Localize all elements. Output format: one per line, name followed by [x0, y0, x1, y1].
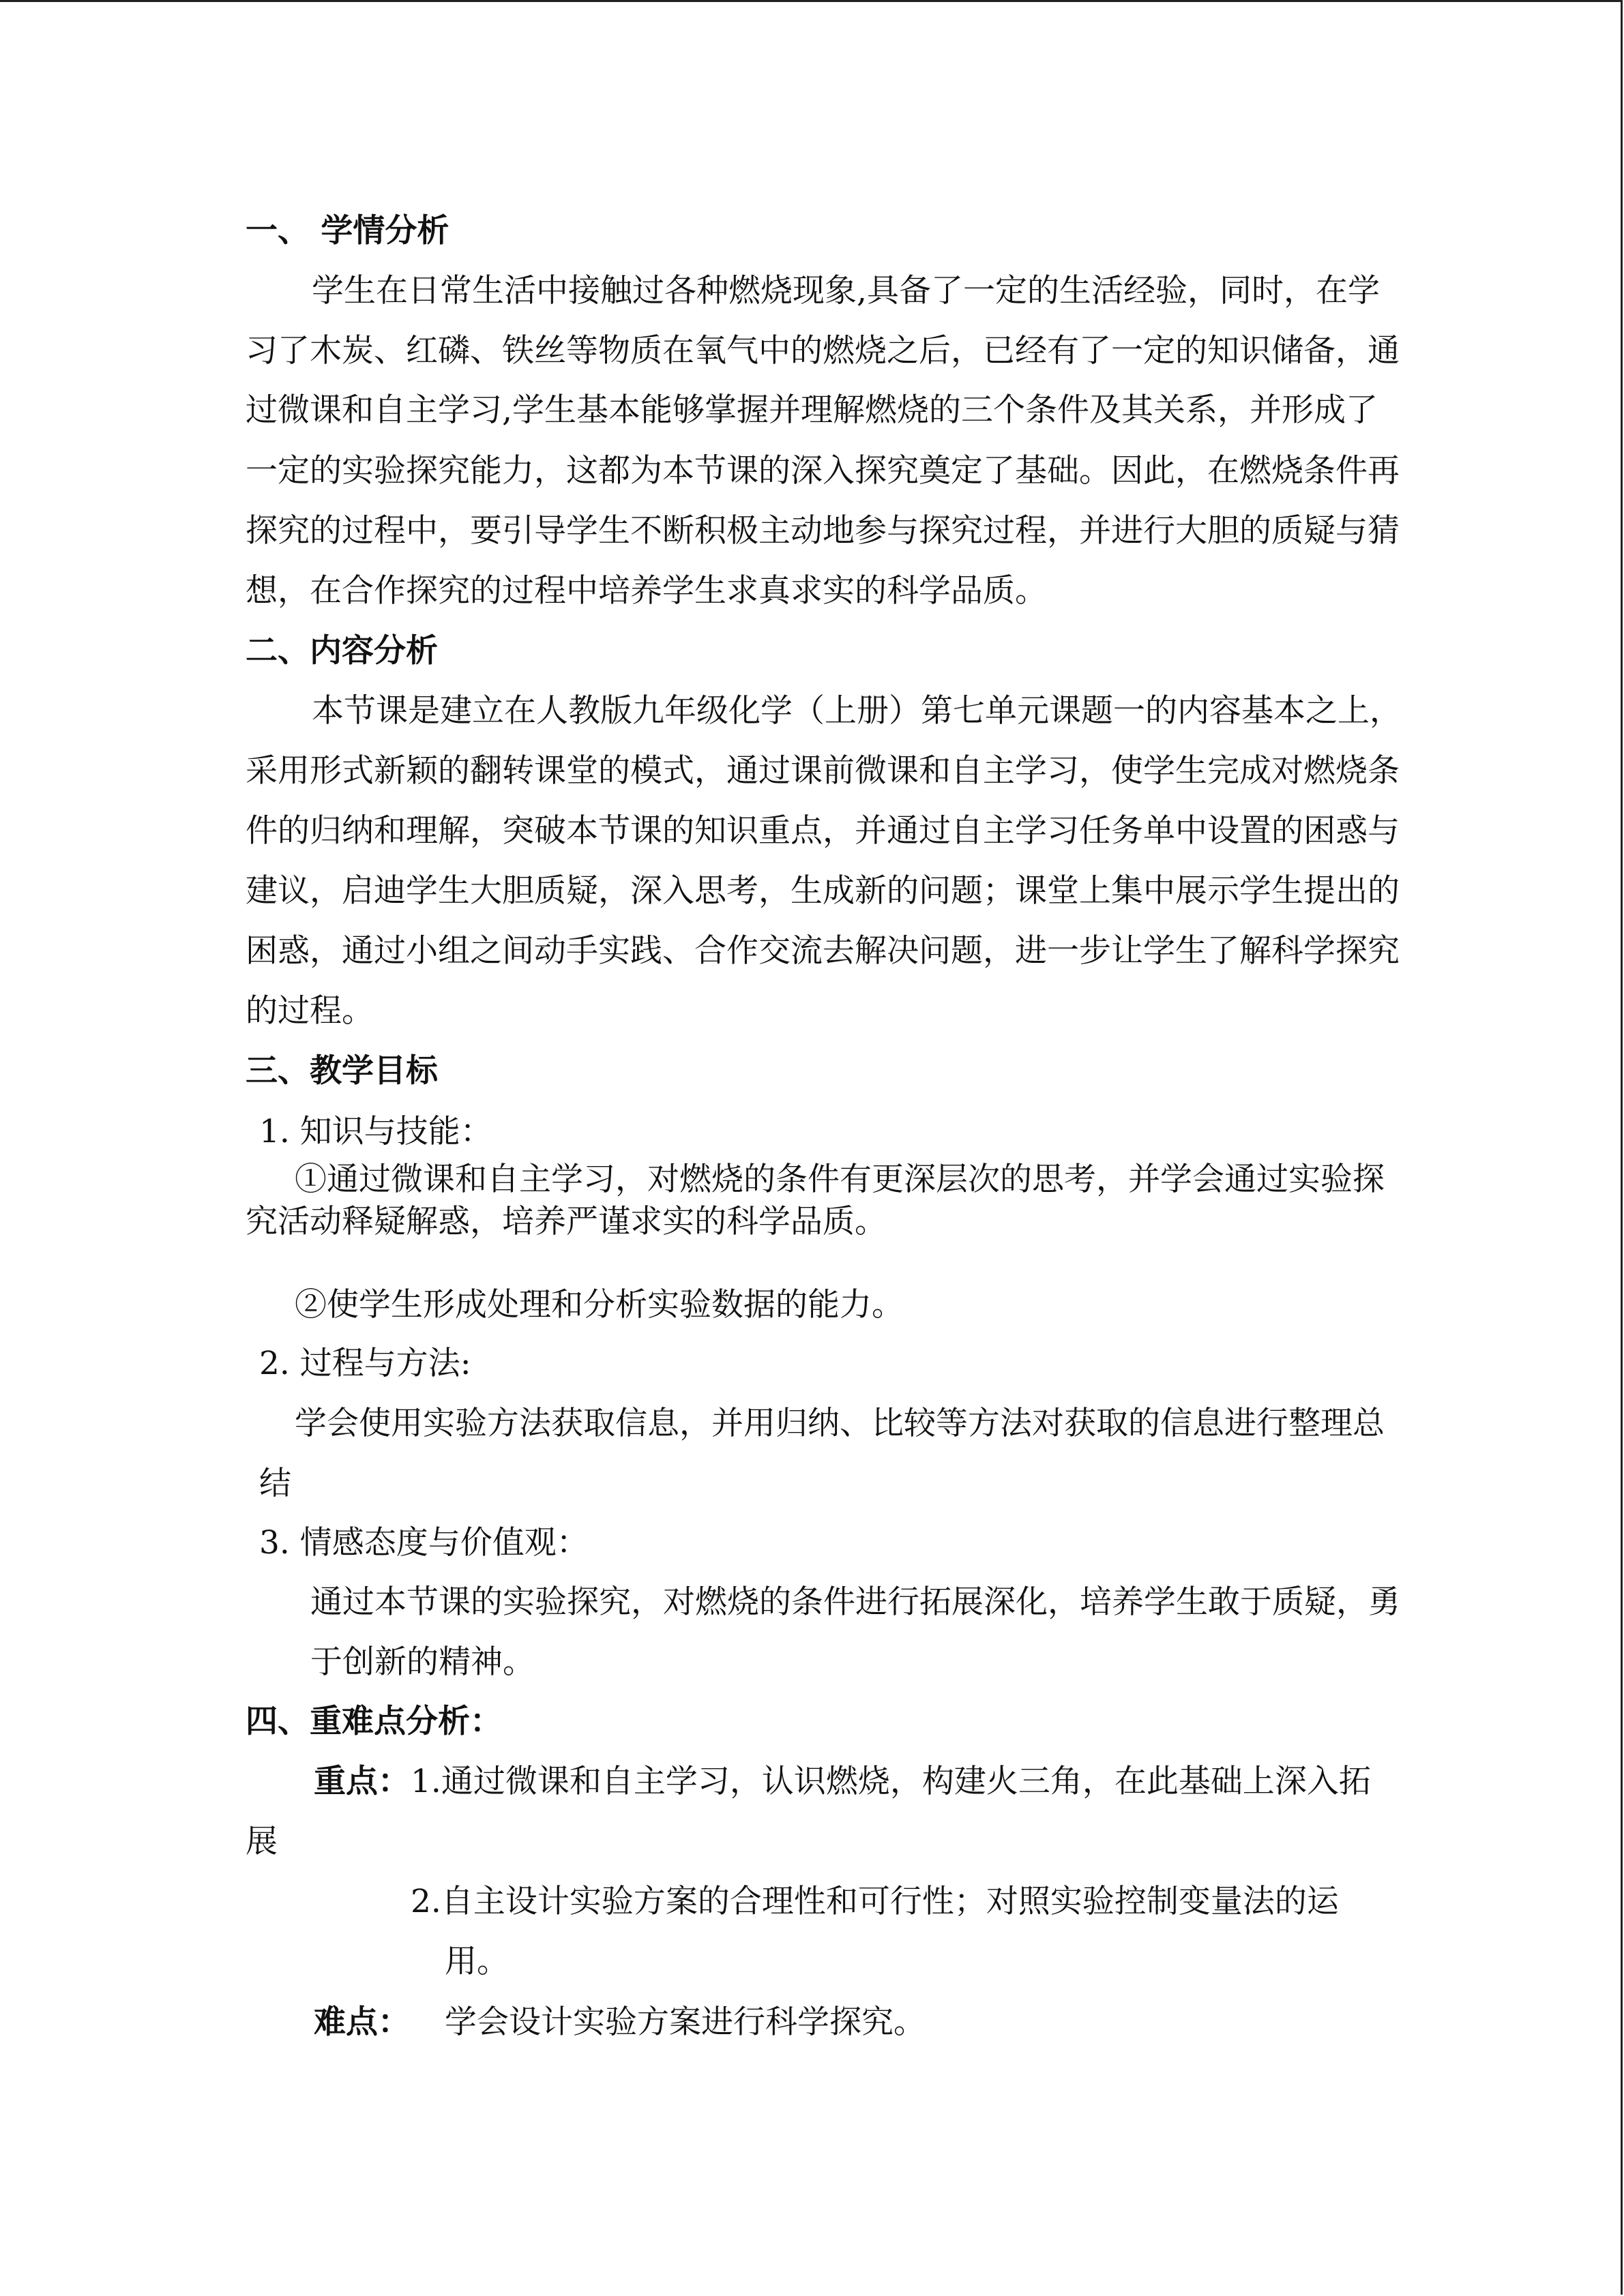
section-1-line-3: 过微课和自主学习,学生基本能够掌握并理解燃烧的三个条件及其关系，并形成了	[246, 391, 1378, 429]
difficulty-label: 难点：	[314, 2003, 410, 2041]
objective-2-line-1: 学会使用实验方法获取信息，并用归纳、比较等方法对获取的信息进行整理总	[295, 1405, 1385, 1442]
section-2-line-1: 本节课是建立在人教版九年级化学（上册）第七单元课题一的内容基本之上，	[312, 692, 1402, 730]
section-heading-3: 三、教学目标	[246, 1052, 438, 1090]
objective-2-line-2: 结	[259, 1465, 291, 1502]
key-point-line-2: 展	[246, 1823, 278, 1860]
section-2-line-6: 的过程。	[246, 992, 374, 1030]
objective-1-line-1: ①通过微课和自主学习，对燃烧的条件有更深层次的思考，并学会通过实验探	[295, 1161, 1385, 1198]
section-heading-1: 一、 学情分析	[246, 212, 449, 250]
section-1-line-5: 探究的过程中，要引导学生不断积极主动地参与探究过程，并进行大胆的质疑与猜	[246, 512, 1400, 550]
key-point-line-4: 用。	[445, 1943, 509, 1980]
key-point-label: 重点：	[314, 1763, 410, 1800]
section-1-line-6: 想，在合作探究的过程中培养学生求真求实的科学品质。	[246, 572, 1047, 610]
section-heading-4: 四、重难点分析：	[246, 1703, 502, 1740]
section-2-line-3: 件的归纳和理解，突破本节课的知识重点，并通过自主学习任务单中设置的困惑与	[246, 812, 1400, 850]
objective-3-line-1: 通过本节课的实验探究，对燃烧的条件进行拓展深化，培养学生敢于质疑，勇	[310, 1583, 1400, 1621]
difficulty-text: 学会设计实验方案进行科学探究。	[445, 2003, 926, 2041]
section-heading-2: 二、内容分析	[246, 632, 438, 670]
objective-3-label: 3. 情感态度与价值观：	[259, 1524, 589, 1562]
section-2-line-2: 采用形式新颖的翻转课堂的模式，通过课前微课和自主学习，使学生完成对燃烧条	[246, 752, 1400, 790]
objective-1-line-3: ②使学生形成处理和分析实验数据的能力。	[295, 1286, 904, 1324]
section-2-line-4: 建议，启迪学生大胆质疑，深入思考，生成新的问题；课堂上集中展示学生提出的	[246, 872, 1400, 910]
section-1-line-2: 习了木炭、红磷、铁丝等物质在氧气中的燃烧之后，已经有了一定的知识储备，通	[246, 332, 1400, 370]
section-2-line-5: 困惑，通过小组之间动手实践、合作交流去解决问题，进一步让学生了解科学探究	[246, 932, 1400, 970]
objective-1-line-2: 究活动释疑解惑，培养严谨求实的科学品质。	[246, 1203, 887, 1240]
key-point-line-3: 2.自主设计实验方案的合理性和可行性；对照实验控制变量法的运	[411, 1883, 1339, 1920]
objective-3-line-2: 于创新的精神。	[310, 1643, 535, 1681]
key-point-line-1: 1.通过微课和自主学习，认识燃烧，构建火三角，在此基础上深入拓	[411, 1763, 1371, 1800]
objective-1-label: 1. 知识与技能：	[259, 1113, 492, 1150]
section-1-line-1: 学生在日常生活中接触过各种燃烧现象,具备了一定的生活经验，同时，在学	[312, 272, 1380, 310]
section-1-line-4: 一定的实验探究能力，这都为本节课的深入探究奠定了基础。因此，在燃烧条件再	[246, 452, 1400, 490]
objective-2-label: 2. 过程与方法:	[259, 1345, 471, 1382]
